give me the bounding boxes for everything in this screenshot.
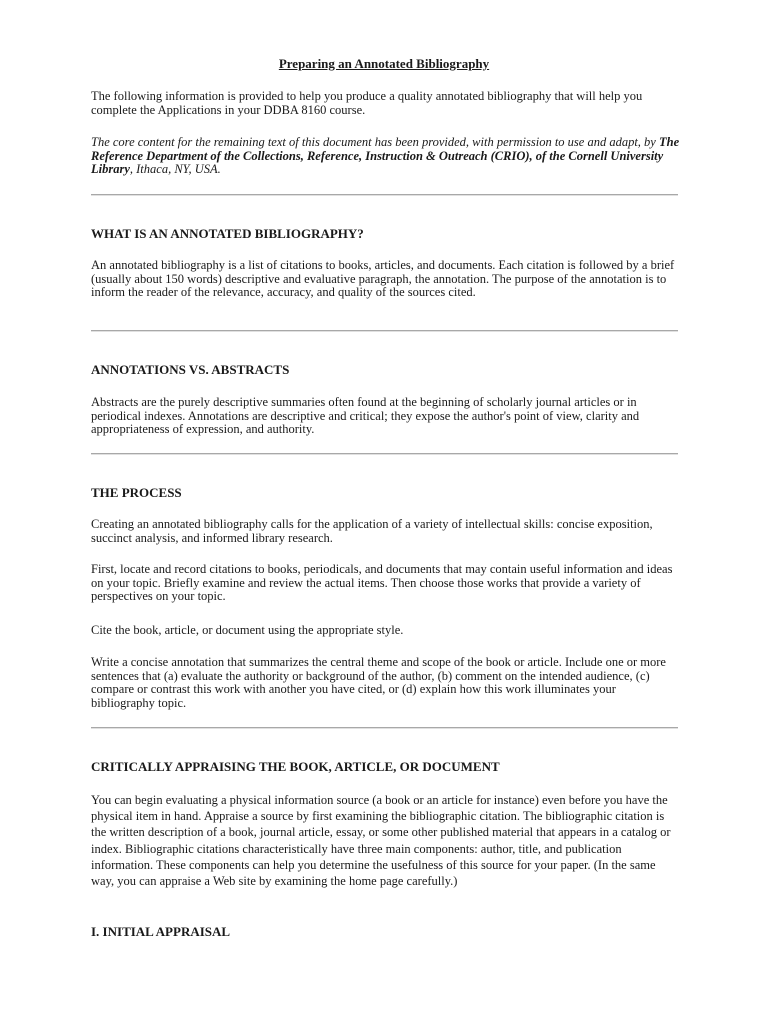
section-divider [91, 727, 678, 729]
process-paragraph-3: Cite the book, article, or document using the appropriate style. [91, 623, 404, 637]
section-divider [91, 453, 678, 455]
section-divider [91, 330, 678, 332]
section-divider [91, 194, 678, 196]
document-title: Preparing an Annotated Bibliography [278, 56, 490, 71]
section-heading-what: WHAT IS AN ANNOTATED BIBLIOGRAPHY? [91, 226, 364, 241]
section-heading-vs: ANNOTATIONS VS. ABSTRACTS [91, 362, 290, 377]
process-paragraph-1: Creating an annotated bibliography calls for the application of a variety of intellectual skills: concise exposition, succinct analysis, and informed library research. [91, 517, 653, 545]
section-heading-initial: I. INITIAL APPRAISAL [91, 924, 231, 939]
critical-paragraph: You can begin evaluating a physical information source (a book or an article for instance) even before you have the physical item in hand. Appraise a source by first examining the bibliographic citation. The bibliographic citation is the written description of a book, journal article, essay, or some other published material that appears in a catalog or index. Bibliographic citations characteristically have three main components: author, title, and publication information. These components can help you determine the usefulness of this source for your paper. (In the same way, you can appraise a Web site by examining the home page carefully.) [91, 793, 671, 889]
process-paragraph-4: Write a concise annotation that summarizes the central theme and scope of the book or article. Include one or more sentences that (a) evaluate the authority or background of the author, (b) comment on the intended audience, (c) compare or contrast this work with another you have cited, or (d) explain how this work illuminates your bibliography topic. [91, 655, 666, 710]
credit-organization: The Reference Department of the Collections, Reference, Instruction & Outreach (CRIO), of the Cornell University Library [91, 135, 680, 177]
credit-paragraph [91, 136, 681, 177]
credit-lead: The core content for the remaining text of this document has been provided, with permission to use and adapt, by [91, 135, 659, 149]
credit-tail: , Ithaca, NY, USA. [129, 162, 221, 177]
what-paragraph: An annotated bibliography is a list of citations to books, articles, and documents. Each citation is followed by a brief (usually about 150 words) descriptive and evaluative paragraph, the annotation. The purpose of the annotation is to inform the reader of the relevance, accuracy, and quality of the sources cited. [91, 258, 675, 300]
process-paragraph-2: First, locate and record citations to books, periodicals, and documents that may contain useful information and ideas on your topic. Briefly examine and review the actual items. Then choose those works that provide a variety of perspectives on your topic. [91, 562, 673, 604]
intro-paragraph: The following information is provided to help you produce a quality annotated bibliography that will help you complete the Applications in your DDBA 8160 course. [91, 89, 643, 117]
section-heading-process: THE PROCESS [91, 485, 182, 500]
section-heading-critical: CRITICALLY APPRAISING THE BOOK, ARTICLE, OR DOCUMENT [91, 759, 500, 774]
vs-paragraph: Abstracts are the purely descriptive summaries often found at the beginning of scholarly journal articles or in periodical indexes. Annotations are descriptive and critical; they expose the author's point of view, clarity and appropriateness of expression, and authority. [91, 395, 640, 437]
